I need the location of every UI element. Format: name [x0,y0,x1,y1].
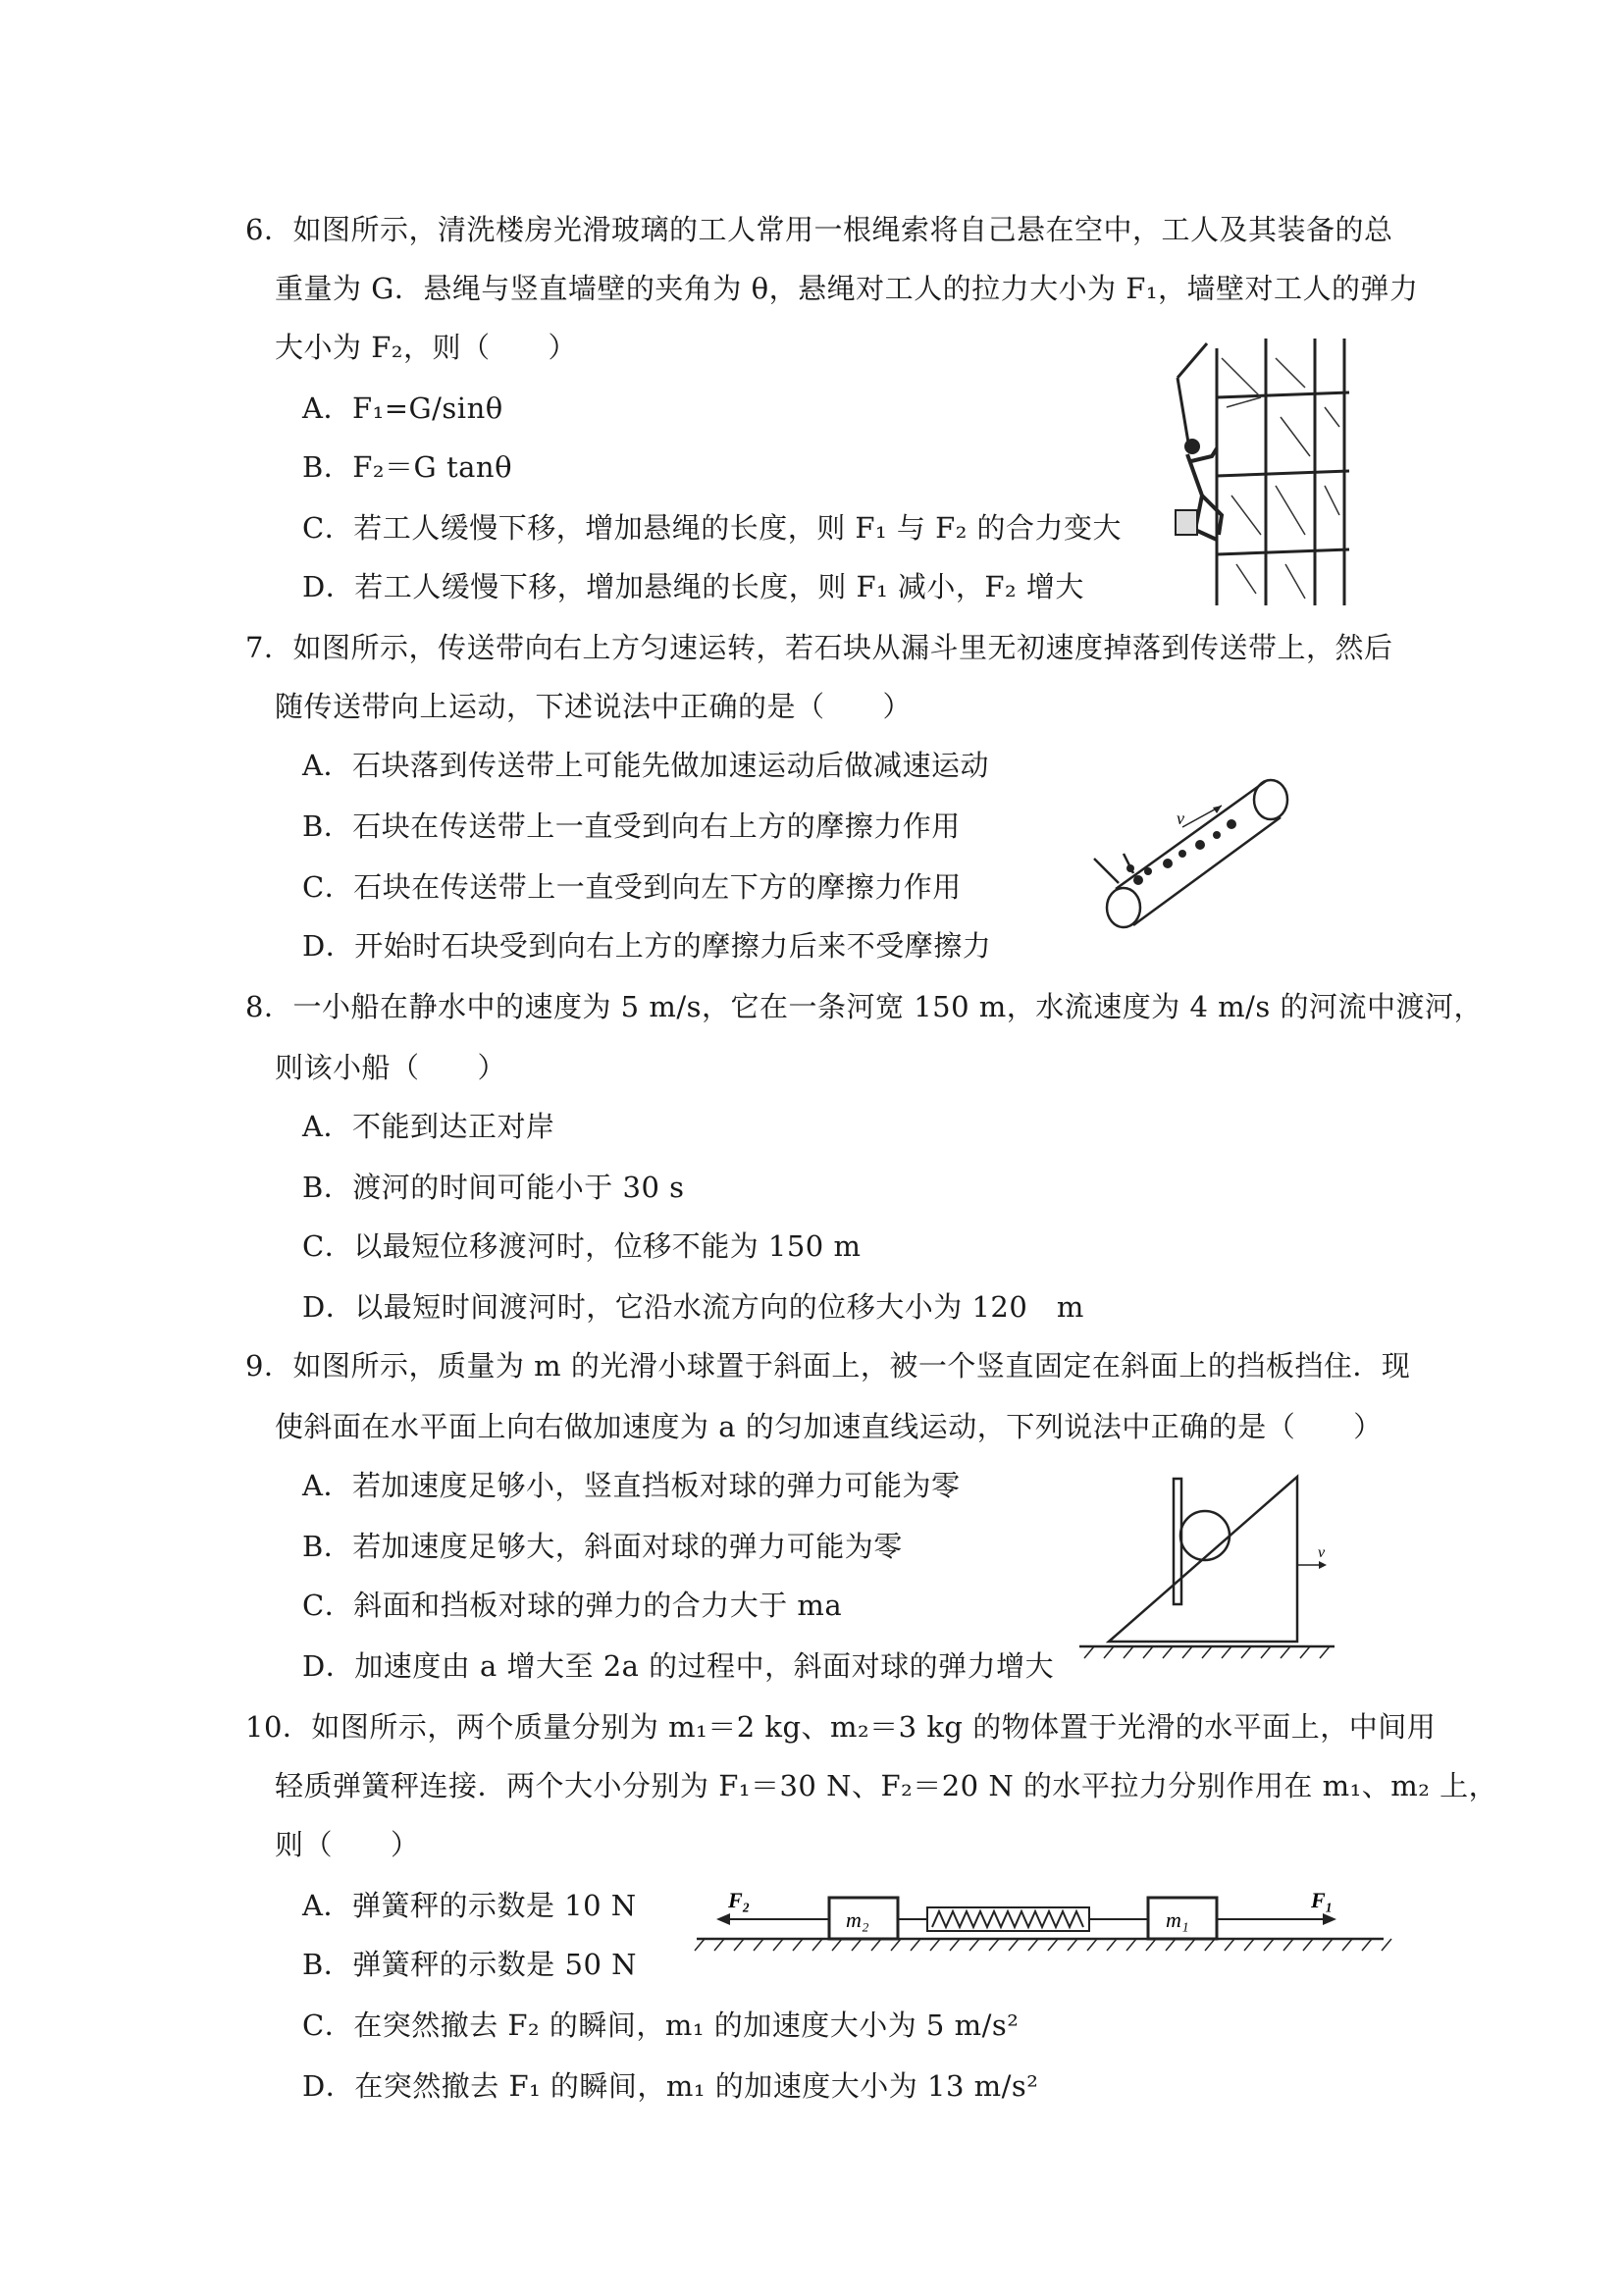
q6-stem-line-1: 6．如图所示，清洗楼房光滑玻璃的工人常用一根绳索将自己悬在空中，工人及其装备的总 [245,213,1393,246]
q7-option-c: C．石块在传送带上一直受到向左下方的摩擦力作用 [302,870,962,904]
q7-stem-line-1: 7．如图所示，传送带向右上方匀速运转，若石块从漏斗里无初速度掉落到传送带上，然后 [245,631,1393,664]
q8-stem-line-1: 8．一小船在静水中的速度为 5 m/s，它在一条河宽 150 m，水流速度为 4 m/s 的河流中渡河， [245,990,1484,1023]
q6-option-b: B．F₂＝G tanθ [302,450,513,484]
q9-option-a: A．若加速度足够小，竖直挡板对球的弹力可能为零 [302,1469,961,1502]
worker-head [1184,439,1200,454]
q7-stem-line-2: 随传送带向上运动，下述说法中正确的是（ ） [275,690,913,723]
q10-option-b: B．弹簧秤的示数是 50 N [302,1948,638,1981]
q9-option-c: C．斜面和挡板对球的弹力的合力大于 ma [302,1589,843,1622]
velocity-label: v [1318,1544,1326,1561]
q8-option-b: B．渡河的时间可能小于 30 s [302,1171,685,1204]
f2-label: F₂ [728,1888,751,1912]
window-cleaner-figure [1148,339,1354,608]
q9-stem-line-2: 使斜面在水平面上向右做加速度为 a 的匀加速直线运动，下列说法中正确的是（ ） [275,1410,1383,1443]
q8-option-a: A．不能到达正对岸 [302,1110,555,1143]
q10-option-c: C．在突然撤去 F₂ 的瞬间，m₁ 的加速度大小为 5 m/s² [302,2009,1020,2042]
q8-option-d: D．以最短时间渡河时，它沿水流方向的位移大小为 120 m [302,1290,1084,1324]
bucket [1176,510,1197,535]
q7-option-a: A．石块落到传送带上可能先做加速运动后做减速运动 [302,749,989,782]
f1-label: F₁ [1311,1888,1334,1912]
q9-option-b: B．若加速度足够大，斜面对球的弹力可能为零 [302,1530,903,1563]
q9-option-d: D．加速度由 a 增大至 2a 的过程中，斜面对球的弹力增大 [302,1649,1055,1683]
spring-blocks-figure [687,1884,1393,1955]
incline-ball-figure [1079,1467,1335,1663]
q6-option-d: D．若工人缓慢下移，增加悬绳的长度，则 F₁ 减小，F₂ 增大 [302,570,1084,603]
q7-option-d: D．开始时石块受到向右上方的摩擦力后来不受摩擦力 [302,929,992,963]
q6-option-a: A．F₁=G/sinθ [302,391,503,425]
q8-option-c: C．以最短位移渡河时，位移不能为 150 m [302,1229,862,1263]
q6-stem-line-3: 大小为 F₂，则（ ） [275,331,577,364]
q7-option-b: B．石块在传送带上一直受到向右上方的摩擦力作用 [302,809,961,843]
q10-stem-line-3: 则（ ） [275,1828,420,1861]
q6-option-c: C．若工人缓慢下移，增加悬绳的长度，则 F₁ 与 F₂ 的合力变大 [302,511,1123,545]
q8-stem-line-2: 则该小船（ ） [275,1051,507,1084]
q9-stem-line-1: 9．如图所示，质量为 m 的光滑小球置于斜面上，被一个竖直固定在斜面上的挡板挡住．现 [245,1349,1411,1383]
q10-option-d: D．在突然撤去 F₁ 的瞬间，m₁ 的加速度大小为 13 m/s² [302,2069,1039,2103]
m1-label: m₁ [1166,1907,1189,1932]
conveyor-belt-figure [1074,770,1310,937]
q10-stem-line-2: 轻质弹簧秤连接．两个大小分别为 F₁＝30 N、F₂＝20 N 的水平拉力分别作用在 m₁、m₂ 上， [275,1769,1498,1802]
q10-option-a: A．弹簧秤的示数是 10 N [302,1889,637,1922]
m2-label: m₂ [846,1907,869,1932]
q6-stem-line-2: 重量为 G．悬绳与竖直墙壁的夹角为 θ，悬绳对工人的拉力大小为 F₁，墙壁对工人的弹力 [275,272,1419,305]
velocity-label: v [1177,809,1184,828]
ball [1180,1511,1230,1560]
q10-stem-line-1: 10．如图所示，两个质量分别为 m₁＝2 kg、m₂＝3 kg 的物体置于光滑的水平面上，中间用 [245,1710,1437,1744]
